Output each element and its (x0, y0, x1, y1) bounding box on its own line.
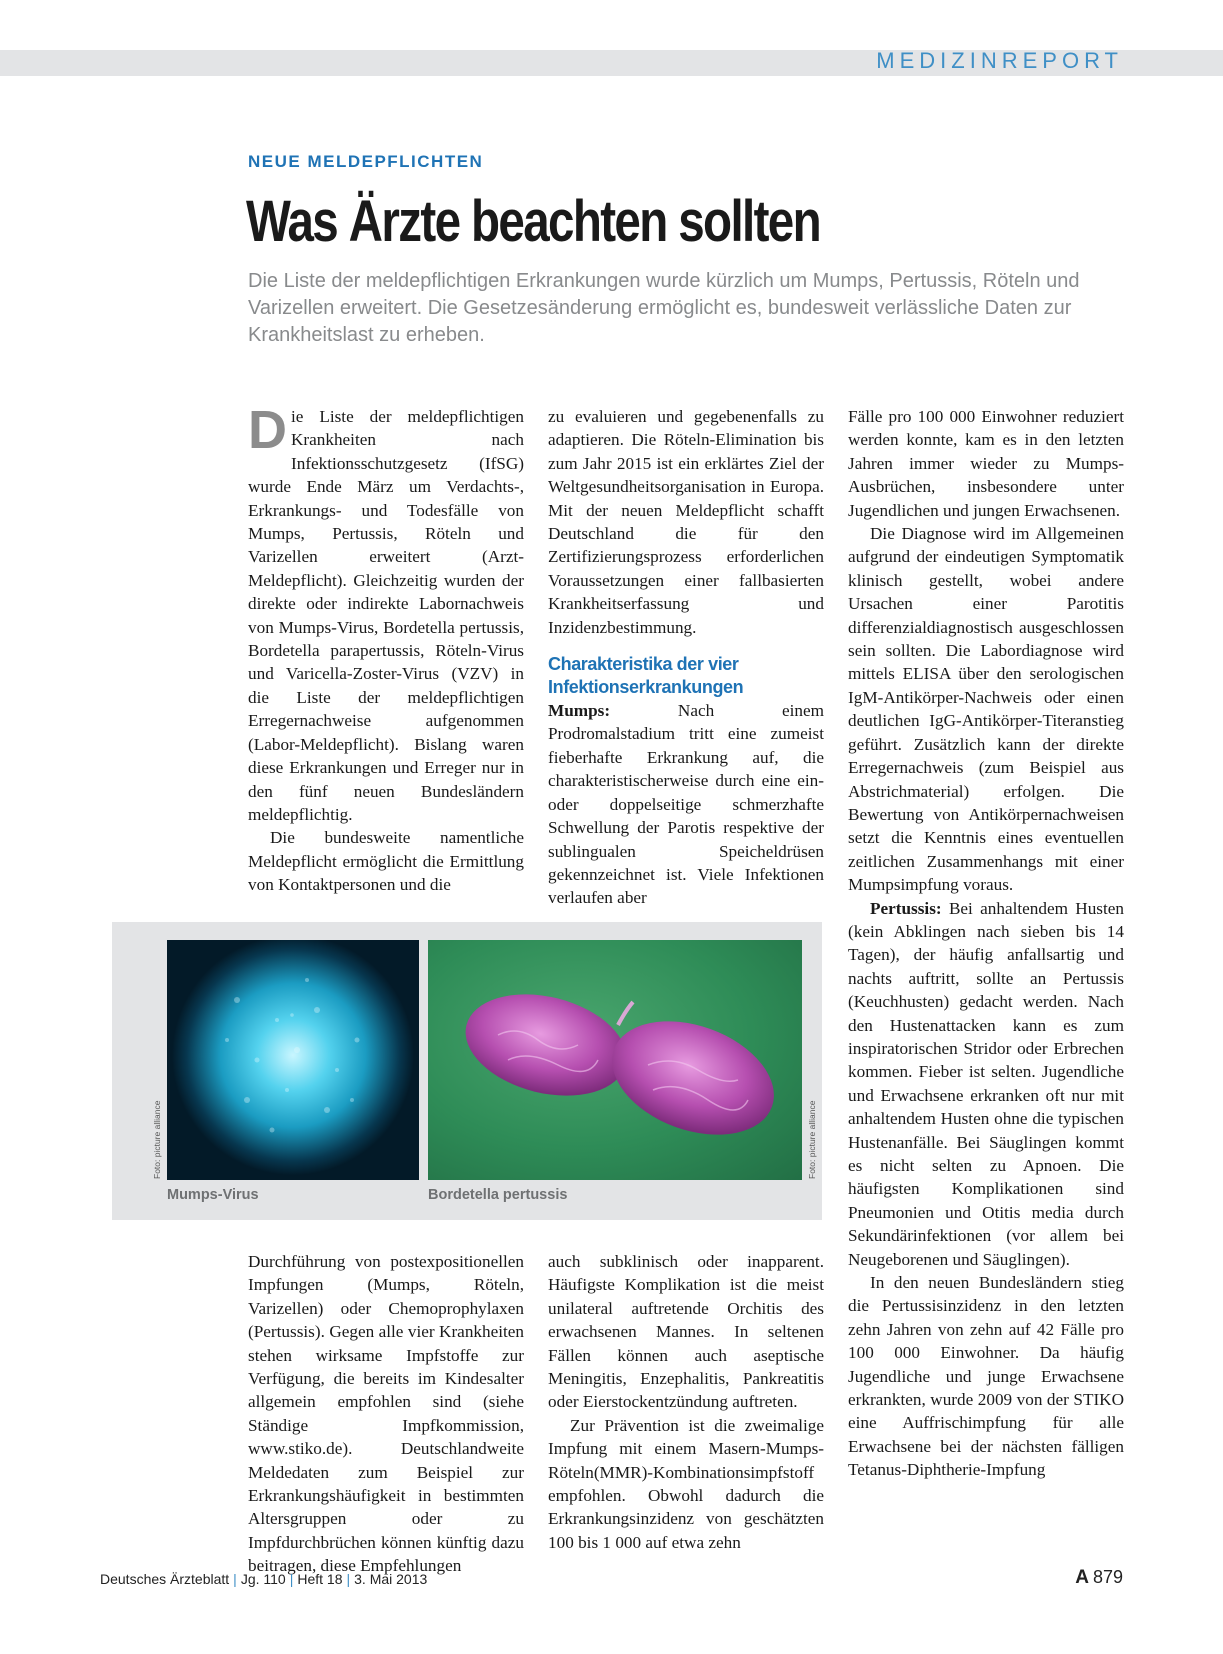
journal-name: Deutsches Ärzteblatt (100, 1571, 230, 1587)
page-number (1075, 1567, 1123, 1589)
paragraph (248, 400, 524, 826)
paragraph: In den neuen Bundesländern stieg die Pertussisinzidenz in den letzten zehn Jahren von zehn auf 42 Fälle pro 100 000 Einwohner. Da häufig Jugendliche und junge Erwachsene erkrankten, wurde 2009 von der STIKO eine Auffrischimpfung für alle Erwachsene bei der nächsten fälligen Tetanus-Diphtherie-Impfung (848, 1273, 1124, 1480)
article-kicker: NEUE MELDEPFLICHTEN (248, 152, 484, 171)
issue: Heft 18 (297, 1571, 343, 1587)
bordetella-pertussis-image (428, 940, 802, 1180)
figure (112, 922, 822, 1220)
paragraph: Die bundesweite namentliche Meldepflicht ermöglicht die Ermittlung von Kontaktpersonen und die (248, 828, 524, 895)
run-in-label: Mumps: (548, 701, 611, 721)
column-2-bottom (548, 1250, 824, 1554)
paragraph: Zur Prävention ist die zweimalige Impfung mit einem Masern-Mumps-Röteln(MMR)-Kombinationsimpfstoff empfohlen. Obwohl dadurch die Erkrankungsinzidenz von geschätzten 100 bis 1 000 auf etwa zehn (548, 1415, 824, 1552)
paragraph: Durchführung von postexpositionellen Impfungen (Mumps, Röteln, Varizellen) oder Chemoprophylaxen (Pertussis). Gegen alle vier Krankheiten stehen wirksame Impfstoffe zur Verfügung, die bereits im Kindesalter allgemein empfohlen sind (siehe Ständige Impfkommission, www.stiko.de). Deutschlandweite Meldedaten zum Beispiel zur Erkrankungshäufigkeit in bestimmten Altersgruppen oder zu Impfdurchbrüchen können künftig dazu beitragen, diese Empfehlungen (248, 1252, 524, 1576)
caption-bordetella-pertussis: Bordetella pertussis (428, 1187, 568, 1203)
article-lead: Die Liste der meldepflichtigen Erkrankungen wurde kürzlich um Mumps, Pertussis, Röteln und Varizellen erweitert. Die Gesetzesänderung ermöglicht es, bundesweit verlässliche Daten zur Krankheitslast zu erheben. (248, 270, 1080, 346)
drop-cap: D (248, 400, 287, 460)
paragraph-text: Nach einem Prodromalstadium tritt eine zumeist fieberhafte Erkrankung auf, die charakteristischerweise durch eine ein- oder doppelseitige schmerzhafte Schwellung der Parotis respektive der sublingualen Speicheldrüsen gekennzeichnet ist. Viele Infektionen verlaufen aber (548, 701, 824, 908)
date: 3. Mai 2013 (354, 1571, 428, 1587)
mumps-virus-image (167, 940, 419, 1180)
page-prefix: A (1075, 1567, 1089, 1588)
paragraph-text: ie Liste der meldepflichtigen Krankheiten nach Infektionsschutzgesetz (IfSG) wurde Ende März um Verdachts-, Erkrankungs- und Todesfälle von Mumps, Pertussis, Röteln und Varizellen erweitert (Arzt-Meldepflicht). Gleichzeitig wurden der direkte oder indirekte Labornachweis von Mumps-Virus, Bordetella pertussis, Bordetella parapertussis, Röteln-Virus und Varicella-Zoster-Virus (VZV) in die Liste der meldepflichtigen Erregernachweise aufgenommen (Labor-Meldepflicht). Bislang waren diese Erkrankungen und Erreger nur in den fünf neuen Bundesländern meldepflichtig. (248, 407, 524, 824)
paragraph-text: Bei anhaltendem Husten (kein Abklingen nach sieben bis 14 Tagen), der häufig anfallsartig und nachts auftritt, sollte an Pertussis (Keuchhusten) gedacht werden. Nach den Hustenattacken kann es zum inspiratorischen Stridor oder Erbrechen kommen. Fieber ist selten. Jugendliche und Erwachsene erkranken oft nur mit anhaltendem Husten ohne die typischen Hustenanfälle. Bei Säuglingen kommt es nicht selten zu Apnoen. Die häufigsten Komplikationen sind Pneumonien und Otitis media durch Sekundärinfektionen (vor allem bei Neugeborenen und Säuglingen). (848, 898, 1124, 1269)
bacteria-illustration (428, 940, 802, 1180)
article-title: Was Ärzte beachten sollten (246, 189, 821, 254)
column-1-top (248, 400, 524, 897)
separator: | (289, 1571, 294, 1587)
page-number-value: 879 (1092, 1567, 1123, 1587)
volume: Jg. 110 (240, 1571, 286, 1587)
paragraph: zu evaluieren und gegebenenfalls zu adaptieren. Die Röteln-Elimination bis zum Jahr 2015 ist ein erklärtes Ziel der Weltgesundheitsorganisation in Europa. Mit der neuen Meldepflicht schafft Deutschland die für den Zertifizierungsprozess erforderlichen Voraussetzungen einer fallbasierten Krankheitserfassung und Inzidenzbestimmung. (548, 407, 824, 637)
photo-credit-right: Foto: picture alliance (807, 1100, 817, 1179)
mumps-virus-texture (167, 940, 419, 1180)
paragraph: Die Diagnose wird im Allgemeinen aufgrund der eindeutigen Symptomatik klinisch gestellt, wobei andere Ursachen einer Parotitis differenzialdiagnostisch ausgeschlossen sein sollten. Die Labordiagnose wird mittels ELISA über den serologischen IgM-Antikörper-Nachweis oder einen deutlichen IgG-Antikörper-Titeranstieg geführt. Zusätzlich kann der direkte Erregernachweis (zum Beispiel aus Abstrichmaterial) erfolgen. Die Bewertung von Antikörpernachweisen setzt die Kenntnis eines eventuellen zeitlichen Zusammenhangs mit einer Mumpsimpfung voraus. (848, 524, 1124, 895)
column-1-bottom (248, 1250, 524, 1578)
separator: | (233, 1571, 237, 1587)
section-label: MEDIZINREPORT (876, 48, 1123, 73)
run-in-label: Pertussis: (870, 898, 942, 918)
column-2-top (548, 405, 824, 910)
separator: | (346, 1571, 351, 1587)
caption-mumps-virus: Mumps-Virus (167, 1187, 259, 1203)
paragraph: Fälle pro 100 000 Einwohner reduziert werden konnte, kam es in den letzten Jahren immer wieder zu Mumps-Ausbrüchen, insbesondere unter Jugendlichen und jungen Erwachsenen. (848, 407, 1124, 520)
paragraph: auch subklinisch oder inapparent. Häufigste Komplikation ist die meist unilateral auftretende Orchitis des erwachsenen Mannes. In seltenen Fällen können auch aseptische Meningitis, Enzephalitis, Pankreatitis oder Eierstockentzündung auftreten. (548, 1252, 824, 1412)
footer-citation (100, 1571, 427, 1587)
photo-credit-left: Foto: picture alliance (152, 1100, 162, 1179)
paragraph (548, 699, 824, 910)
section-subhead: Charakteristika der vier Infektionserkrankungen (548, 654, 744, 698)
column-3 (848, 405, 1124, 1482)
paragraph (848, 897, 1124, 1272)
